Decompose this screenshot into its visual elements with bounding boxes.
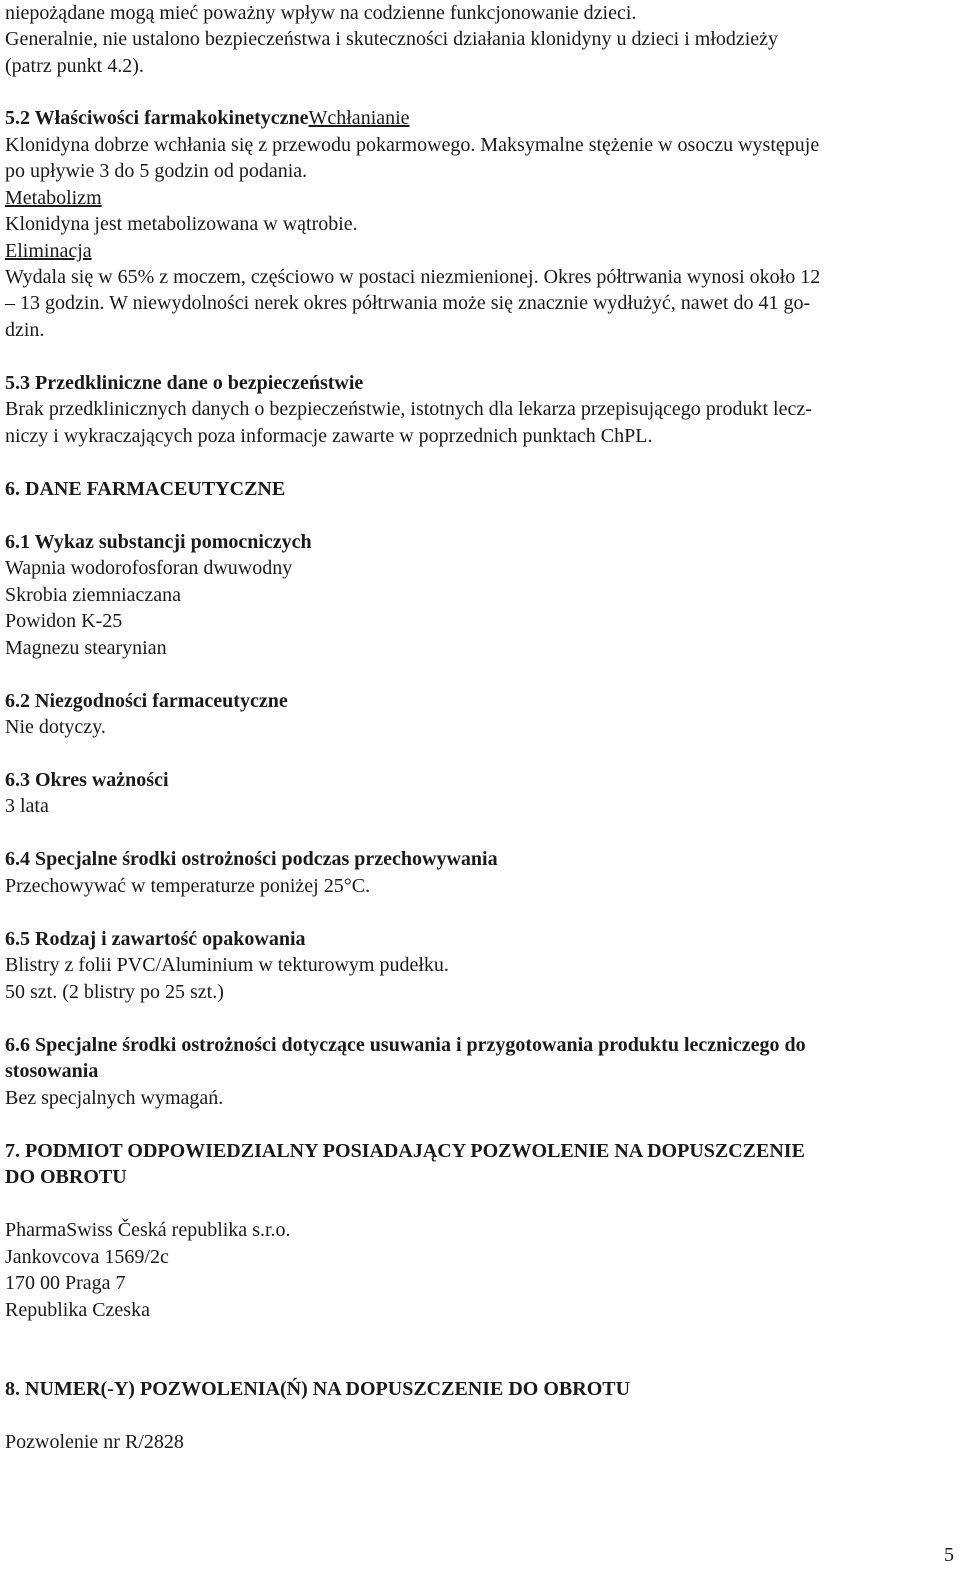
- section-5-3-heading: 5.3 Przedkliniczne dane o bezpieczeństwie: [5, 372, 364, 394]
- text-line: Wydala się w 65% z moczem, częściowo w postaci niezmienionej. Okres półtrwania wynosi około 12: [5, 266, 821, 288]
- text-line: Brak przedklinicznych danych o bezpieczeństwie, istotnych dla lekarza przepisującego produkt lecz-: [5, 398, 812, 420]
- text-line: dzin.: [5, 319, 45, 341]
- text-line: Przechowywać w temperaturze poniżej 25°C.: [5, 875, 371, 897]
- text-line: 50 szt. (2 blistry po 25 szt.): [5, 981, 224, 1003]
- address-line: Jankovcova 1569/2c: [5, 1246, 169, 1268]
- list-item: Wapnia wodorofosforan dwuwodny: [5, 557, 293, 579]
- subsection-elimination: Eliminacja: [5, 240, 92, 262]
- list-item: Powidon K-25: [5, 610, 123, 632]
- text-line: niepożądane mogą mieć poważny wpływ na codzienne funkcjonowanie dzieci.: [5, 2, 637, 24]
- section-7-heading: 7. PODMIOT ODPOWIEDZIALNY POSIADAJĄCY POZWOLENIE NA DOPUSZCZENIE: [5, 1140, 805, 1162]
- subsection-absorption: Wchłanianie: [308, 107, 410, 129]
- list-item: Skrobia ziemniaczana: [5, 584, 182, 606]
- page-number: 5: [944, 1544, 954, 1566]
- subsection-metabolism: Metabolizm: [5, 187, 102, 209]
- section-8-heading: 8. NUMER(-Y) POZWOLENIA(Ń) NA DOPUSZCZENIE DO OBROTU: [5, 1378, 631, 1400]
- address-line: Republika Czeska: [5, 1299, 150, 1321]
- text-line: (patrz punkt 4.2).: [5, 55, 144, 77]
- section-6-4-heading: 6.4 Specjalne środki ostrożności podczas przechowywania: [5, 848, 498, 870]
- section-7-heading-cont: DO OBROTU: [5, 1166, 127, 1188]
- text-line: Pozwolenie nr R/2828: [5, 1431, 184, 1453]
- text-line: niczy i wykraczających poza informacje zawarte w poprzednich punktach ChPL.: [5, 425, 653, 447]
- text-line: Generalnie, nie ustalono bezpieczeństwa i skuteczności działania klonidyny u dzieci i młodzieży: [5, 28, 779, 50]
- text-line: Bez specjalnych wymagań.: [5, 1087, 224, 1109]
- section-6-1-heading: 6.1 Wykaz substancji pomocniczych: [5, 531, 312, 553]
- text-line: Klonidyna jest metabolizowana w wątrobie.: [5, 213, 358, 235]
- section-6-2-heading: 6.2 Niezgodności farmaceutyczne: [5, 690, 288, 712]
- text-line: Klonidyna dobrze wchłania się z przewodu pokarmowego. Maksymalne stężenie w osoczu występuje: [5, 134, 820, 156]
- address-line: PharmaSwiss Česká republika s.r.o.: [5, 1219, 291, 1241]
- text-line: Blistry z folii PVC/Aluminium w tekturowym pudełku.: [5, 954, 449, 976]
- text-line: – 13 godzin. W niewydolności nerek okres półtrwania może się znacznie wydłużyć, nawet do 41 go-: [5, 292, 811, 314]
- text-line: Nie dotyczy.: [5, 716, 106, 738]
- section-5-2-heading: [5, 105, 410, 131]
- text-line: 3 lata: [5, 795, 49, 817]
- list-item: Magnezu stearynian: [5, 637, 167, 659]
- section-6-6-heading: 6.6 Specjalne środki ostrożności dotyczące usuwania i przygotowania produktu leczniczego do: [5, 1034, 806, 1056]
- section-6-heading: 6. DANE FARMACEUTYCZNE: [5, 478, 286, 500]
- section-6-3-heading: 6.3 Okres ważności: [5, 769, 169, 791]
- section-title: 5.2 Właściwości farmakokinetyczne: [5, 107, 309, 129]
- section-6-5-heading: 6.5 Rodzaj i zawartość opakowania: [5, 928, 306, 950]
- address-line: 170 00 Praga 7: [5, 1272, 126, 1294]
- section-6-6-heading-cont: stosowania: [5, 1060, 99, 1082]
- text-line: po upływie 3 do 5 godzin od podania.: [5, 160, 308, 182]
